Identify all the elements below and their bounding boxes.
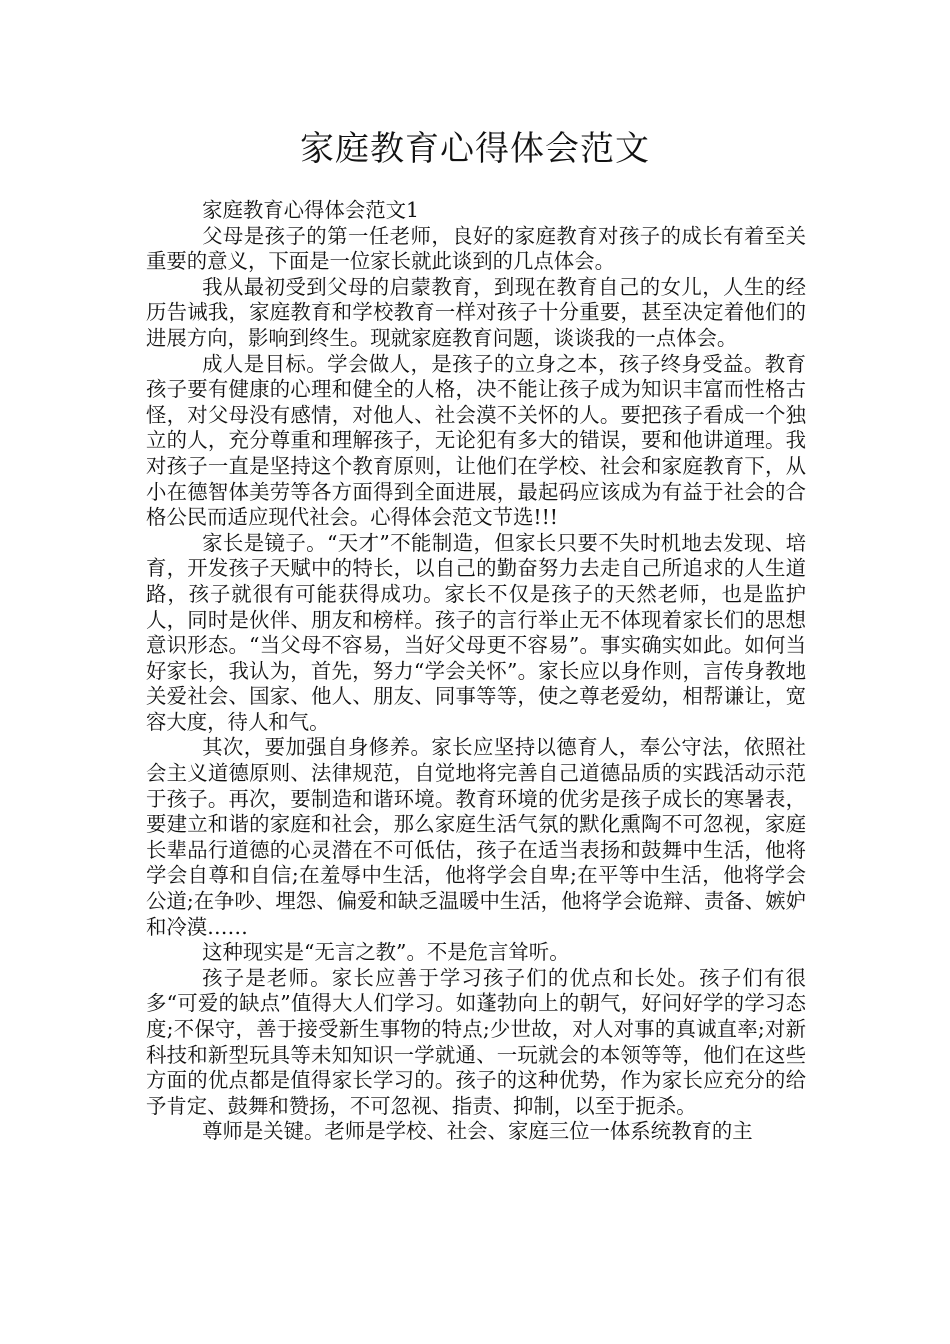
body-paragraph: 成人是目标。学会做人，是孩子的立身之本，孩子终身受益。教育孩子要有健康的心理和健全的人格，决不能让孩子成为知识丰富而性格古怪，对父母没有感情，对他人、社会漠不关怀的人。要把孩子看成一个独立的人，充分尊重和理解孩子，无论犯有多大的错误，要和他讲道理。我对孩子一直是坚持这个教育原则，让他们在学校、社会和家庭教育下，从小在德智体美劳等各方面得到全面进展，最起码应该成为有益于社会的合格公民而适应现代社会。心得体会范文节选!!! xyxy=(146,351,806,530)
document-body xyxy=(146,198,806,1145)
body-paragraph: 这种现实是“无言之教”。不是危言耸听。 xyxy=(202,940,570,965)
body-paragraph: 尊师是关键。老师是学校、社会、家庭三位一体系统教育的主 xyxy=(202,1119,753,1144)
body-paragraph: 父母是孩子的第一任老师，良好的家庭教育对孩子的成长有着至关重要的意义，下面是一位家长就此谈到的几点体会。 xyxy=(146,223,806,274)
body-paragraph: 孩子是老师。家长应善于学习孩子们的优点和长处。孩子们有很多“可爱的缺点”值得大人们学习。如蓬勃向上的朝气，好问好学的学习态度;不保守，善于接受新生事物的特点;少世故，对人对事的真诚直率;对新科技和新型玩具等未知知识一学就通、一玩就会的本领等等，他们在这些方面的优点都是值得家长学习的。孩子的这种优势，作为家长应充分的给予肯定、鼓舞和赞扬，不可忽视、指责、抑制，以至于扼杀。 xyxy=(146,965,806,1118)
body-paragraph: 我从最初受到父母的启蒙教育，到现在教育自己的女儿，人生的经历告诫我，家庭教育和学校教育一样对孩子十分重要，甚至决定着他们的进展方向，影响到终生。现就家庭教育问题，谈谈我的一点体会。 xyxy=(146,274,806,350)
body-paragraph: 家长是镜子。“天才”不能制造，但家长只要不失时机地去发现、培育，开发孩子天赋中的特长，以自己的勤奋努力去走自己所追求的人生道路，孩子就很有可能获得成功。家长不仅是孩子的天然老师，也是监护人，同时是伙伴、朋友和榜样。孩子的言行举止无不体现着家长们的思想意识形态。“当父母不容易，当好父母更不容易”。事实确实如此。如何当好家长，我认为，首先，努力“学会关怀”。家长应以身作则，言传身教地关爱社会、国家、他人、朋友、同事等等，使之尊老爱幼，相帮谦让，宽容大度，待人和气。 xyxy=(146,530,806,734)
body-paragraph: 其次，要加强自身修养。家长应坚持以德育人，奉公守法，依照社会主义道德原则、法律规范，自觉地将完善自己道德品质的实践活动示范于孩子。再次，要制造和谐环境。教育环境的优劣是孩子成长的寒暑表，要建立和谐的家庭和社会，那么家庭生活气氛的默化熏陶不可忽视，家庭长辈品行道德的心灵潜在不可低估，孩子在适当表扬和鼓舞中生活，他将学会自尊和自信;在羞辱中生活，他将学会自卑;在平等中生活，他将学会公道;在争吵、埋怨、偏爱和缺乏温暖中生活，他将学会诡辩、责备、嫉妒和冷漠…… xyxy=(146,735,806,939)
subtitle-paragraph: 家庭教育心得体会范文1 xyxy=(202,198,419,222)
document-title: 家庭教育心得体会范文 xyxy=(300,129,650,169)
